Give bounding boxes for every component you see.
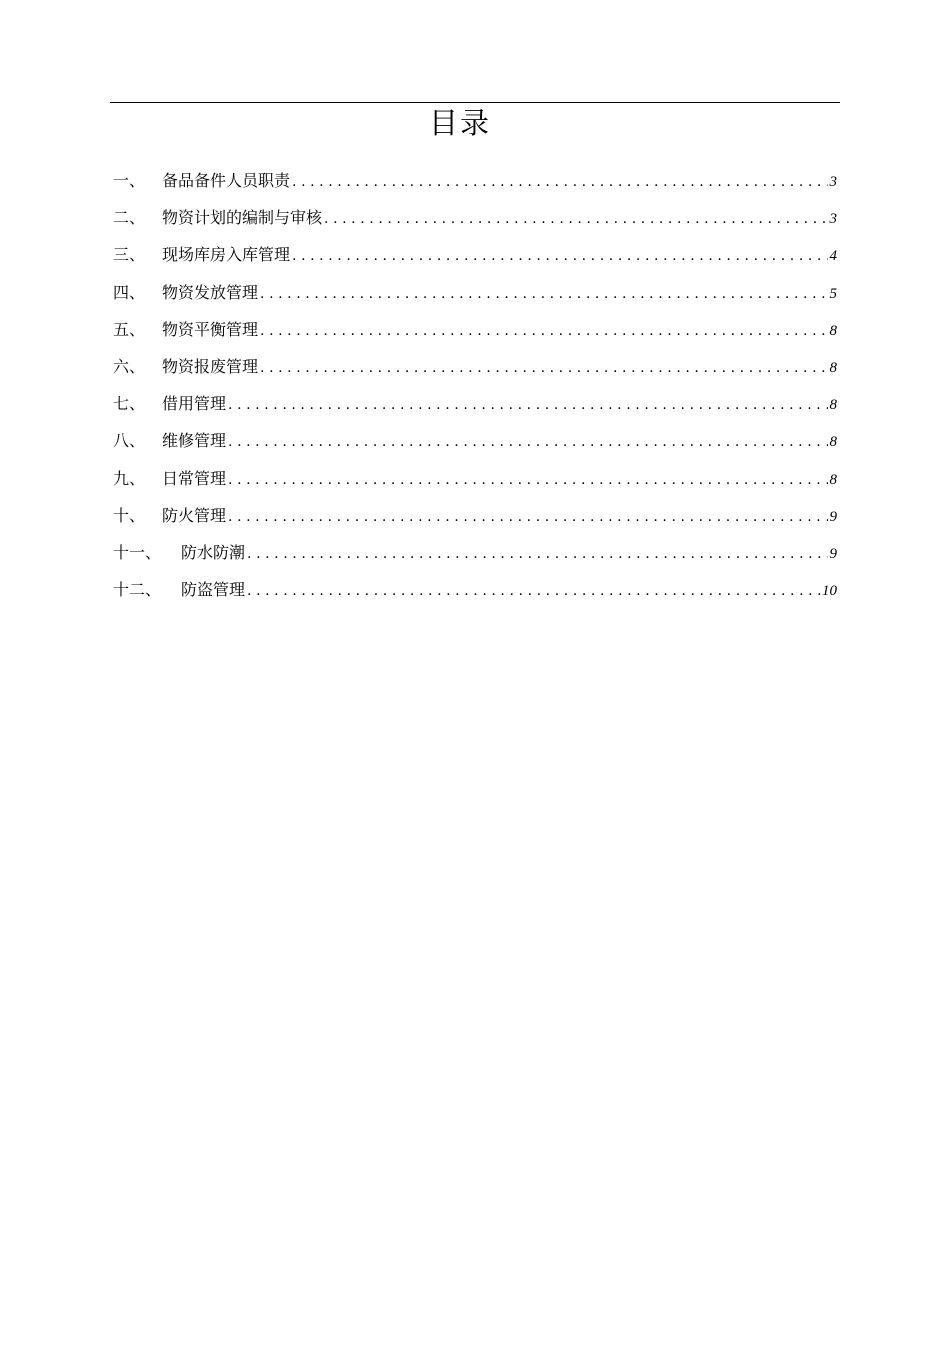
toc-entry[interactable] xyxy=(113,311,837,348)
toc-dot-leader xyxy=(324,201,828,238)
toc-entry[interactable] xyxy=(113,571,837,608)
toc-title: 目录 xyxy=(428,106,491,140)
toc-entry-label: 物资报废管理 xyxy=(162,356,259,376)
toc-entry[interactable] xyxy=(113,199,837,236)
toc-entry[interactable] xyxy=(113,497,837,534)
toc-entry[interactable] xyxy=(113,236,837,273)
toc-dot-leader xyxy=(292,238,828,275)
toc-entry-page: 5 xyxy=(829,285,837,302)
toc-dot-leader xyxy=(228,424,828,461)
toc-entry-number: 三、 xyxy=(113,245,146,265)
toc-entry-label: 现场库房入库管理 xyxy=(162,245,291,265)
toc-entry[interactable] xyxy=(113,422,837,459)
toc-entry[interactable] xyxy=(113,534,837,571)
toc-entry-number: 二、 xyxy=(113,208,146,228)
toc-dot-leader xyxy=(260,276,828,313)
toc-dot-leader xyxy=(228,499,828,536)
toc-entry-number: 七、 xyxy=(113,394,146,414)
toc-dot-leader xyxy=(292,164,828,201)
toc-dot-leader xyxy=(228,462,828,499)
toc-entry-page: 8 xyxy=(829,471,837,488)
toc-dot-leader xyxy=(260,313,828,350)
toc-entry-number: 十二、 xyxy=(113,580,162,600)
toc-entry[interactable] xyxy=(113,460,837,497)
toc-entry-number: 一、 xyxy=(113,171,146,190)
toc-dot-leader xyxy=(228,387,828,424)
toc-entry-page: 8 xyxy=(829,322,837,339)
toc-entry-page: 8 xyxy=(829,397,837,414)
toc-entry[interactable] xyxy=(113,348,837,385)
toc-entry-label: 防盗管理 xyxy=(181,580,246,600)
toc-entry-number: 六、 xyxy=(113,356,146,376)
toc-entry-page: 3 xyxy=(829,174,837,190)
header-rule xyxy=(110,102,840,103)
toc-entry-label: 防火管理 xyxy=(162,505,227,525)
toc-entry-number: 十、 xyxy=(113,505,146,525)
toc-entry[interactable] xyxy=(113,385,837,422)
toc-entry-label: 借用管理 xyxy=(162,394,227,414)
toc-entry-number: 八、 xyxy=(113,431,146,451)
toc-entry-label: 备品备件人员职责 xyxy=(162,171,291,190)
toc-dot-leader xyxy=(260,350,828,387)
toc-entry-label: 物资发放管理 xyxy=(162,282,259,302)
toc-entry-page: 8 xyxy=(829,434,837,451)
toc-entry-label: 日常管理 xyxy=(162,468,227,488)
toc-entry-page: 9 xyxy=(829,508,837,525)
toc-entry-label: 防水防潮 xyxy=(181,542,246,562)
toc-entry-label: 物资平衡管理 xyxy=(162,319,259,339)
toc-entry-page: 8 xyxy=(829,359,837,376)
toc-entry-page: 4 xyxy=(829,248,837,265)
toc-entry-number: 十一、 xyxy=(113,542,162,562)
toc-entry[interactable] xyxy=(113,162,837,199)
toc-entry-page: 9 xyxy=(829,545,837,562)
toc-entry-number: 四、 xyxy=(113,282,146,302)
toc-entry-page: 10 xyxy=(822,583,837,600)
toc-entry[interactable] xyxy=(113,274,837,311)
toc-entry-number: 五、 xyxy=(113,319,146,339)
table-of-contents xyxy=(113,162,837,608)
toc-dot-leader xyxy=(247,573,821,610)
toc-entry-label: 维修管理 xyxy=(162,431,227,451)
toc-entry-number: 九、 xyxy=(113,468,146,488)
toc-dot-leader xyxy=(247,536,828,573)
toc-entry-label: 物资计划的编制与审核 xyxy=(162,208,323,228)
toc-entry-page: 3 xyxy=(829,211,837,228)
